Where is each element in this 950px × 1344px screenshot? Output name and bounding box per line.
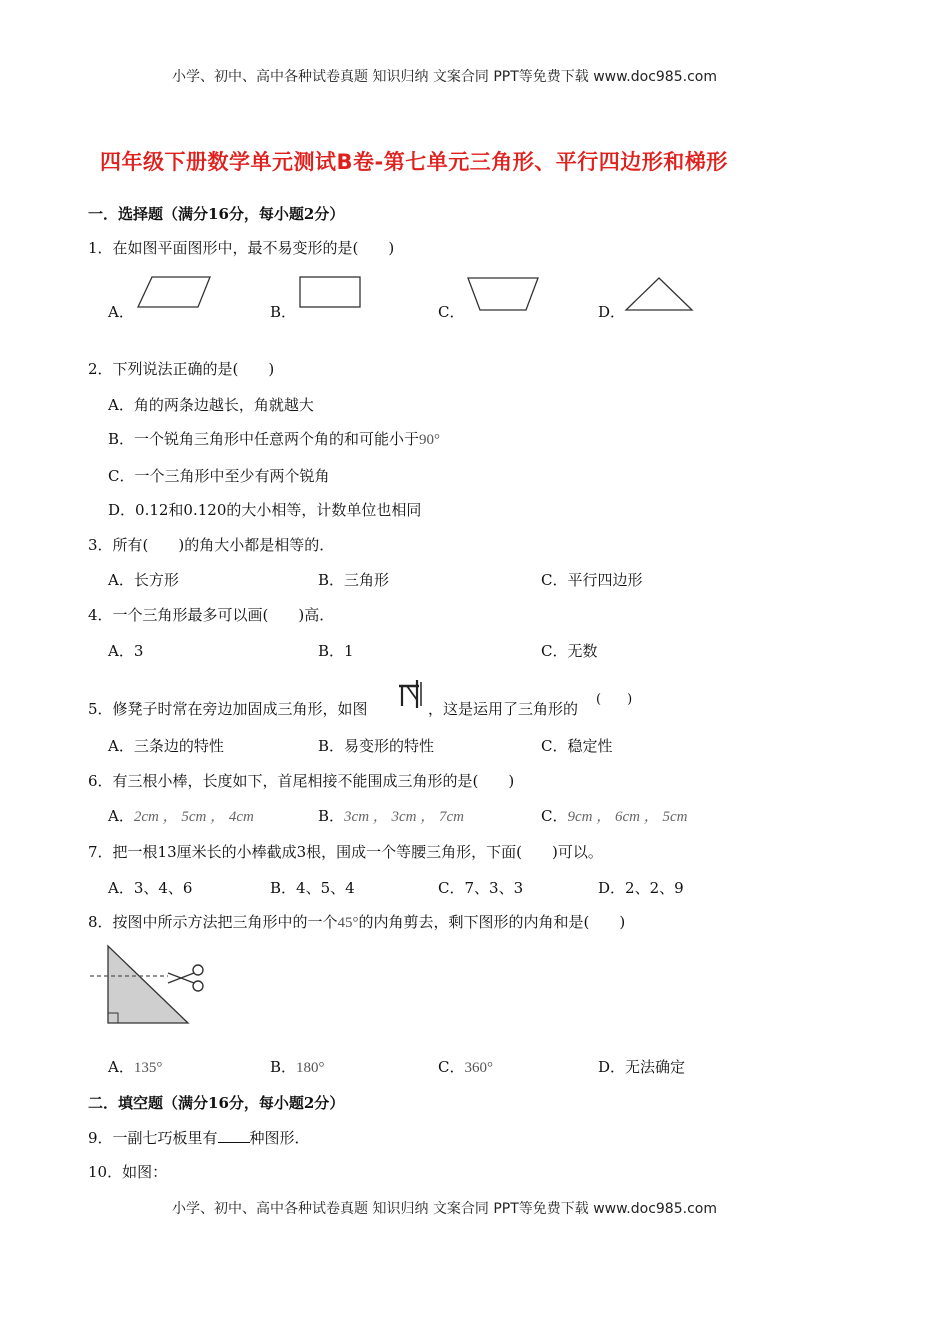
answer-blank[interactable] bbox=[218, 1128, 250, 1143]
question-7-option-b: B．4、5、4 bbox=[270, 879, 355, 897]
question-2-option-d: D．0.12和0.120的大小相等，计数单位也相同 bbox=[108, 501, 422, 519]
question-9-stem-start: 9．一副七巧板里有 bbox=[88, 1129, 218, 1147]
question-5-stem-start: 5．修凳子时常在旁边加固成三角形，如图 bbox=[88, 700, 368, 718]
question-1-option-a: A． bbox=[108, 303, 134, 321]
question-8-option-a-value: 135° bbox=[133, 1060, 163, 1076]
question-5-option-a: A．三条边的特性 bbox=[108, 737, 224, 755]
triangle-figure bbox=[624, 276, 696, 314]
question-5-option-b: B．易变形的特性 bbox=[318, 737, 435, 755]
question-5-option-c: C．稳定性 bbox=[541, 737, 613, 755]
question-6-option-a-label: A． bbox=[108, 807, 134, 825]
question-5-answer-paren: ( ) bbox=[596, 692, 633, 707]
question-6-option-b-value: 3cm ， 3cm ， 7cm bbox=[344, 809, 465, 825]
trapezoid-figure bbox=[466, 276, 542, 314]
question-2-option-c: C．一个三角形中至少有两个锐角 bbox=[108, 467, 330, 485]
scissors-icon bbox=[168, 965, 203, 991]
question-8-option-c-label: C． bbox=[438, 1058, 465, 1076]
question-8-option-a bbox=[108, 1056, 162, 1077]
section-heading-fill: 二．填空题（满分16分，每小题2分） bbox=[88, 1094, 345, 1112]
question-2-option-b bbox=[108, 428, 440, 449]
question-8-option-d: D．无法确定 bbox=[598, 1058, 686, 1076]
question-5-stem-end: ，这是运用了三角形的 bbox=[428, 700, 579, 718]
question-4-stem: 4．一个三角形最多可以画( )高． bbox=[88, 606, 335, 624]
question-1-option-b: B． bbox=[270, 303, 297, 321]
question-1-stem: 1．在如图平面图形中，最不易变形的是( ) bbox=[88, 239, 395, 257]
question-6-option-a bbox=[108, 805, 254, 826]
rectangle-figure bbox=[298, 275, 364, 311]
question-2-option-b-text: B．一个锐角三角形中任意两个角的和可能小于 bbox=[108, 430, 420, 448]
question-8-option-b-value: 180° bbox=[296, 1060, 325, 1076]
question-8-option-a-label: A． bbox=[108, 1058, 134, 1076]
question-6-option-c bbox=[541, 805, 687, 826]
question-9-stem-end: 种图形． bbox=[249, 1129, 310, 1147]
question-7-option-a: A．3、4、6 bbox=[108, 879, 193, 897]
stool-figure bbox=[397, 678, 427, 710]
question-6-stem: 6．有三根小棒，长度如下，首尾相接不能围成三角形的是( ) bbox=[88, 772, 515, 790]
question-3-option-a: A．长方形 bbox=[108, 571, 179, 589]
question-2-option-b-value: 90° bbox=[419, 432, 441, 448]
cut-triangle-figure bbox=[88, 943, 213, 1028]
question-8-option-c bbox=[438, 1056, 493, 1077]
question-8-stem-end: 的内角剪去，剩下图形的内角和是( ) bbox=[358, 913, 626, 931]
question-8-stem bbox=[88, 911, 625, 932]
question-10-stem: 10．如图： bbox=[88, 1163, 168, 1181]
question-8-option-c-value: 360° bbox=[464, 1060, 493, 1076]
question-4-option-a: A．3 bbox=[108, 642, 144, 660]
question-8-option-b bbox=[270, 1056, 325, 1077]
question-6-option-c-label: C． bbox=[541, 807, 568, 825]
question-3-option-c: C．平行四边形 bbox=[541, 571, 643, 589]
question-3-option-b: B．三角形 bbox=[318, 571, 390, 589]
question-1-option-c: C． bbox=[438, 303, 465, 321]
question-4-option-c: C．无数 bbox=[541, 642, 598, 660]
question-6-option-a-value: 2cm ， 5cm ， 4cm bbox=[133, 809, 254, 825]
question-8-stem-start: 8．按图中所示方法把三角形中的一个 bbox=[88, 913, 338, 931]
question-2-option-a: A．角的两条边越长，角就越大 bbox=[108, 396, 314, 414]
question-6-option-c-value: 9cm ， 6cm ， 5cm bbox=[567, 809, 688, 825]
question-6-option-b-label: B． bbox=[318, 807, 345, 825]
question-9 bbox=[88, 1127, 310, 1148]
question-6-option-b bbox=[318, 805, 464, 826]
question-2-stem: 2．下列说法正确的是( ) bbox=[88, 360, 275, 378]
page-header: 小学、初中、高中各种试卷真题 知识归纳 文案合同 PPT等免费下载 www.doc985.com bbox=[172, 69, 717, 85]
question-8-option-b-label: B． bbox=[270, 1058, 297, 1076]
question-7-option-d: D．2、2、9 bbox=[598, 879, 684, 897]
page-footer: 小学、初中、高中各种试卷真题 知识归纳 文案合同 PPT等免费下载 www.doc985.com bbox=[172, 1201, 717, 1217]
question-4-option-b: B．1 bbox=[318, 642, 354, 660]
parallelogram-figure bbox=[136, 275, 216, 315]
question-7-option-c: C．7、3、3 bbox=[438, 879, 524, 897]
section-heading-choice: 一．选择题（满分16分，每小题2分） bbox=[88, 205, 345, 223]
question-1-option-d: D． bbox=[598, 303, 626, 321]
question-8-angle-value: 45° bbox=[337, 915, 359, 931]
question-3-stem: 3．所有( )的角大小都是相等的． bbox=[88, 536, 335, 554]
question-7-stem: 7．把一根13厘米长的小棒截成3根，围成一个等腰三角形，下面( )可以。 bbox=[88, 843, 603, 861]
page-title: 四年级下册数学单元测试B卷-第七单元三角形、平行四边形和梯形 bbox=[100, 150, 728, 174]
